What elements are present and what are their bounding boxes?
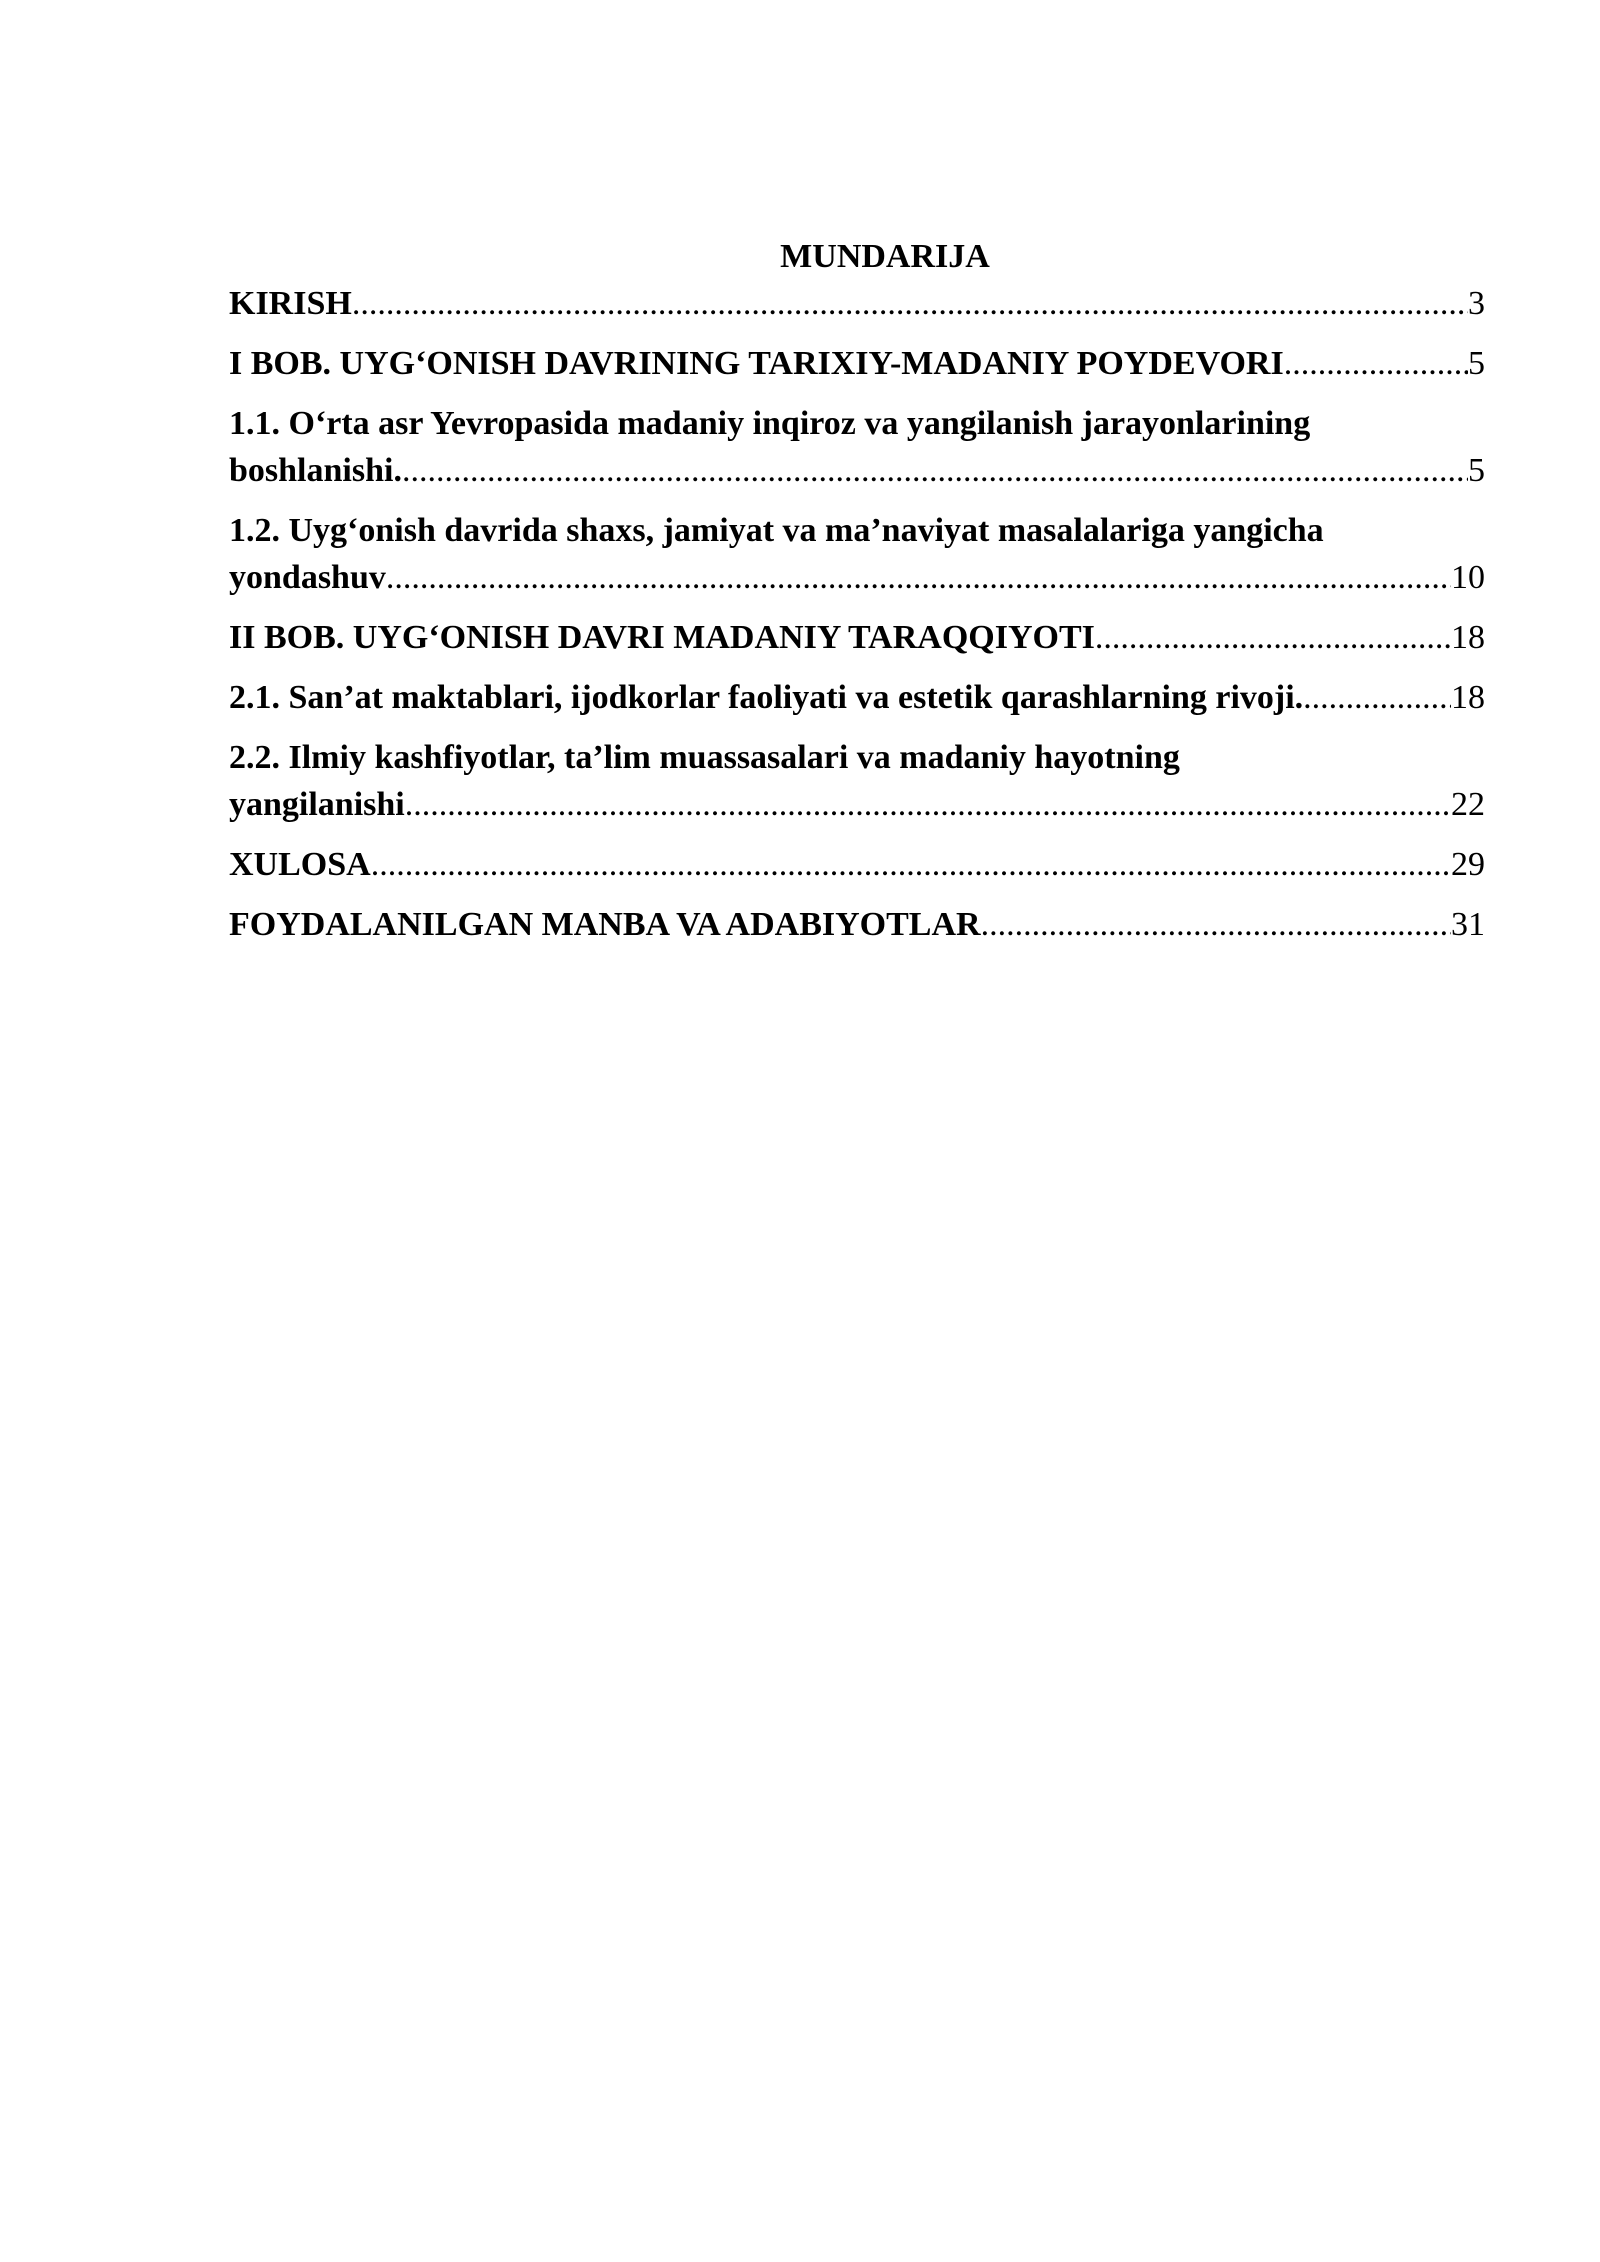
toc-entry-section-1-2 (229, 507, 1485, 601)
dot-leader (402, 447, 1468, 494)
toc-entry-references (229, 901, 1485, 948)
dot-leader (371, 841, 1451, 888)
toc-entry-text: FOYDALANILGAN MANBA VA ADABIYOTLAR (229, 906, 981, 943)
toc-page-number: 18 (1451, 619, 1485, 656)
toc-page-number: 5 (1468, 345, 1485, 382)
toc-entry-xulosa (229, 841, 1485, 888)
dot-leader (981, 901, 1451, 948)
toc-entry-lead-line: 1.1. O‘rta asr Yevropasida madaniy inqiroz va yangilanish jarayonlarining (229, 405, 1311, 442)
toc-entry-chapter-1 (229, 340, 1485, 387)
dot-leader (386, 554, 1451, 601)
toc-page-number: 29 (1451, 846, 1485, 883)
toc-entry-text: XULOSA (229, 846, 371, 883)
toc-page-number: 31 (1451, 906, 1485, 943)
toc-entry-text: 2.1. San’at maktablari, ijodkorlar faoliyati va estetik qarashlarning rivoji. (229, 679, 1304, 716)
dot-leader (1303, 674, 1451, 721)
toc-entry-text: KIRISH (229, 285, 352, 322)
dot-leader (405, 781, 1451, 828)
toc-entry-text: boshlanishi. (229, 452, 402, 489)
toc-entry-chapter-2 (229, 614, 1485, 661)
dot-leader (352, 280, 1468, 327)
toc-entry-text: I BOB. UYG‘ONISH DAVRINING TARIXIY-MADANIY POYDEVORI (229, 345, 1284, 382)
toc-entry-text: yangilanishi (229, 786, 405, 823)
toc-title: MUNDARIJA (780, 238, 990, 275)
toc-page-number: 18 (1451, 679, 1485, 716)
toc-entry-lead-line: 2.2. Ilmiy kashfiyotlar, ta’lim muassasalari va madaniy hayotning (229, 739, 1180, 776)
toc-entry-lead-line: 1.2. Uyg‘onish davrida shaxs, jamiyat va ma’naviyat masalalariga yangicha (229, 512, 1324, 549)
toc-entry-section-1-1 (229, 400, 1485, 494)
dot-leader (1095, 614, 1451, 661)
dot-leader (1284, 340, 1468, 387)
toc-page-number: 3 (1468, 285, 1485, 322)
table-of-contents (229, 233, 1485, 948)
toc-entry-section-2-1 (229, 674, 1485, 721)
toc-entry-section-2-2 (229, 734, 1485, 828)
toc-page-number: 22 (1451, 786, 1485, 823)
toc-entry-kirish (229, 280, 1485, 327)
toc-entry-text: yondashuv (229, 559, 386, 596)
toc-entry-text: II BOB. UYG‘ONISH DAVRI MADANIY TARAQQIYOTI (229, 619, 1095, 656)
toc-page-number: 10 (1451, 559, 1485, 596)
toc-page-number: 5 (1468, 452, 1485, 489)
